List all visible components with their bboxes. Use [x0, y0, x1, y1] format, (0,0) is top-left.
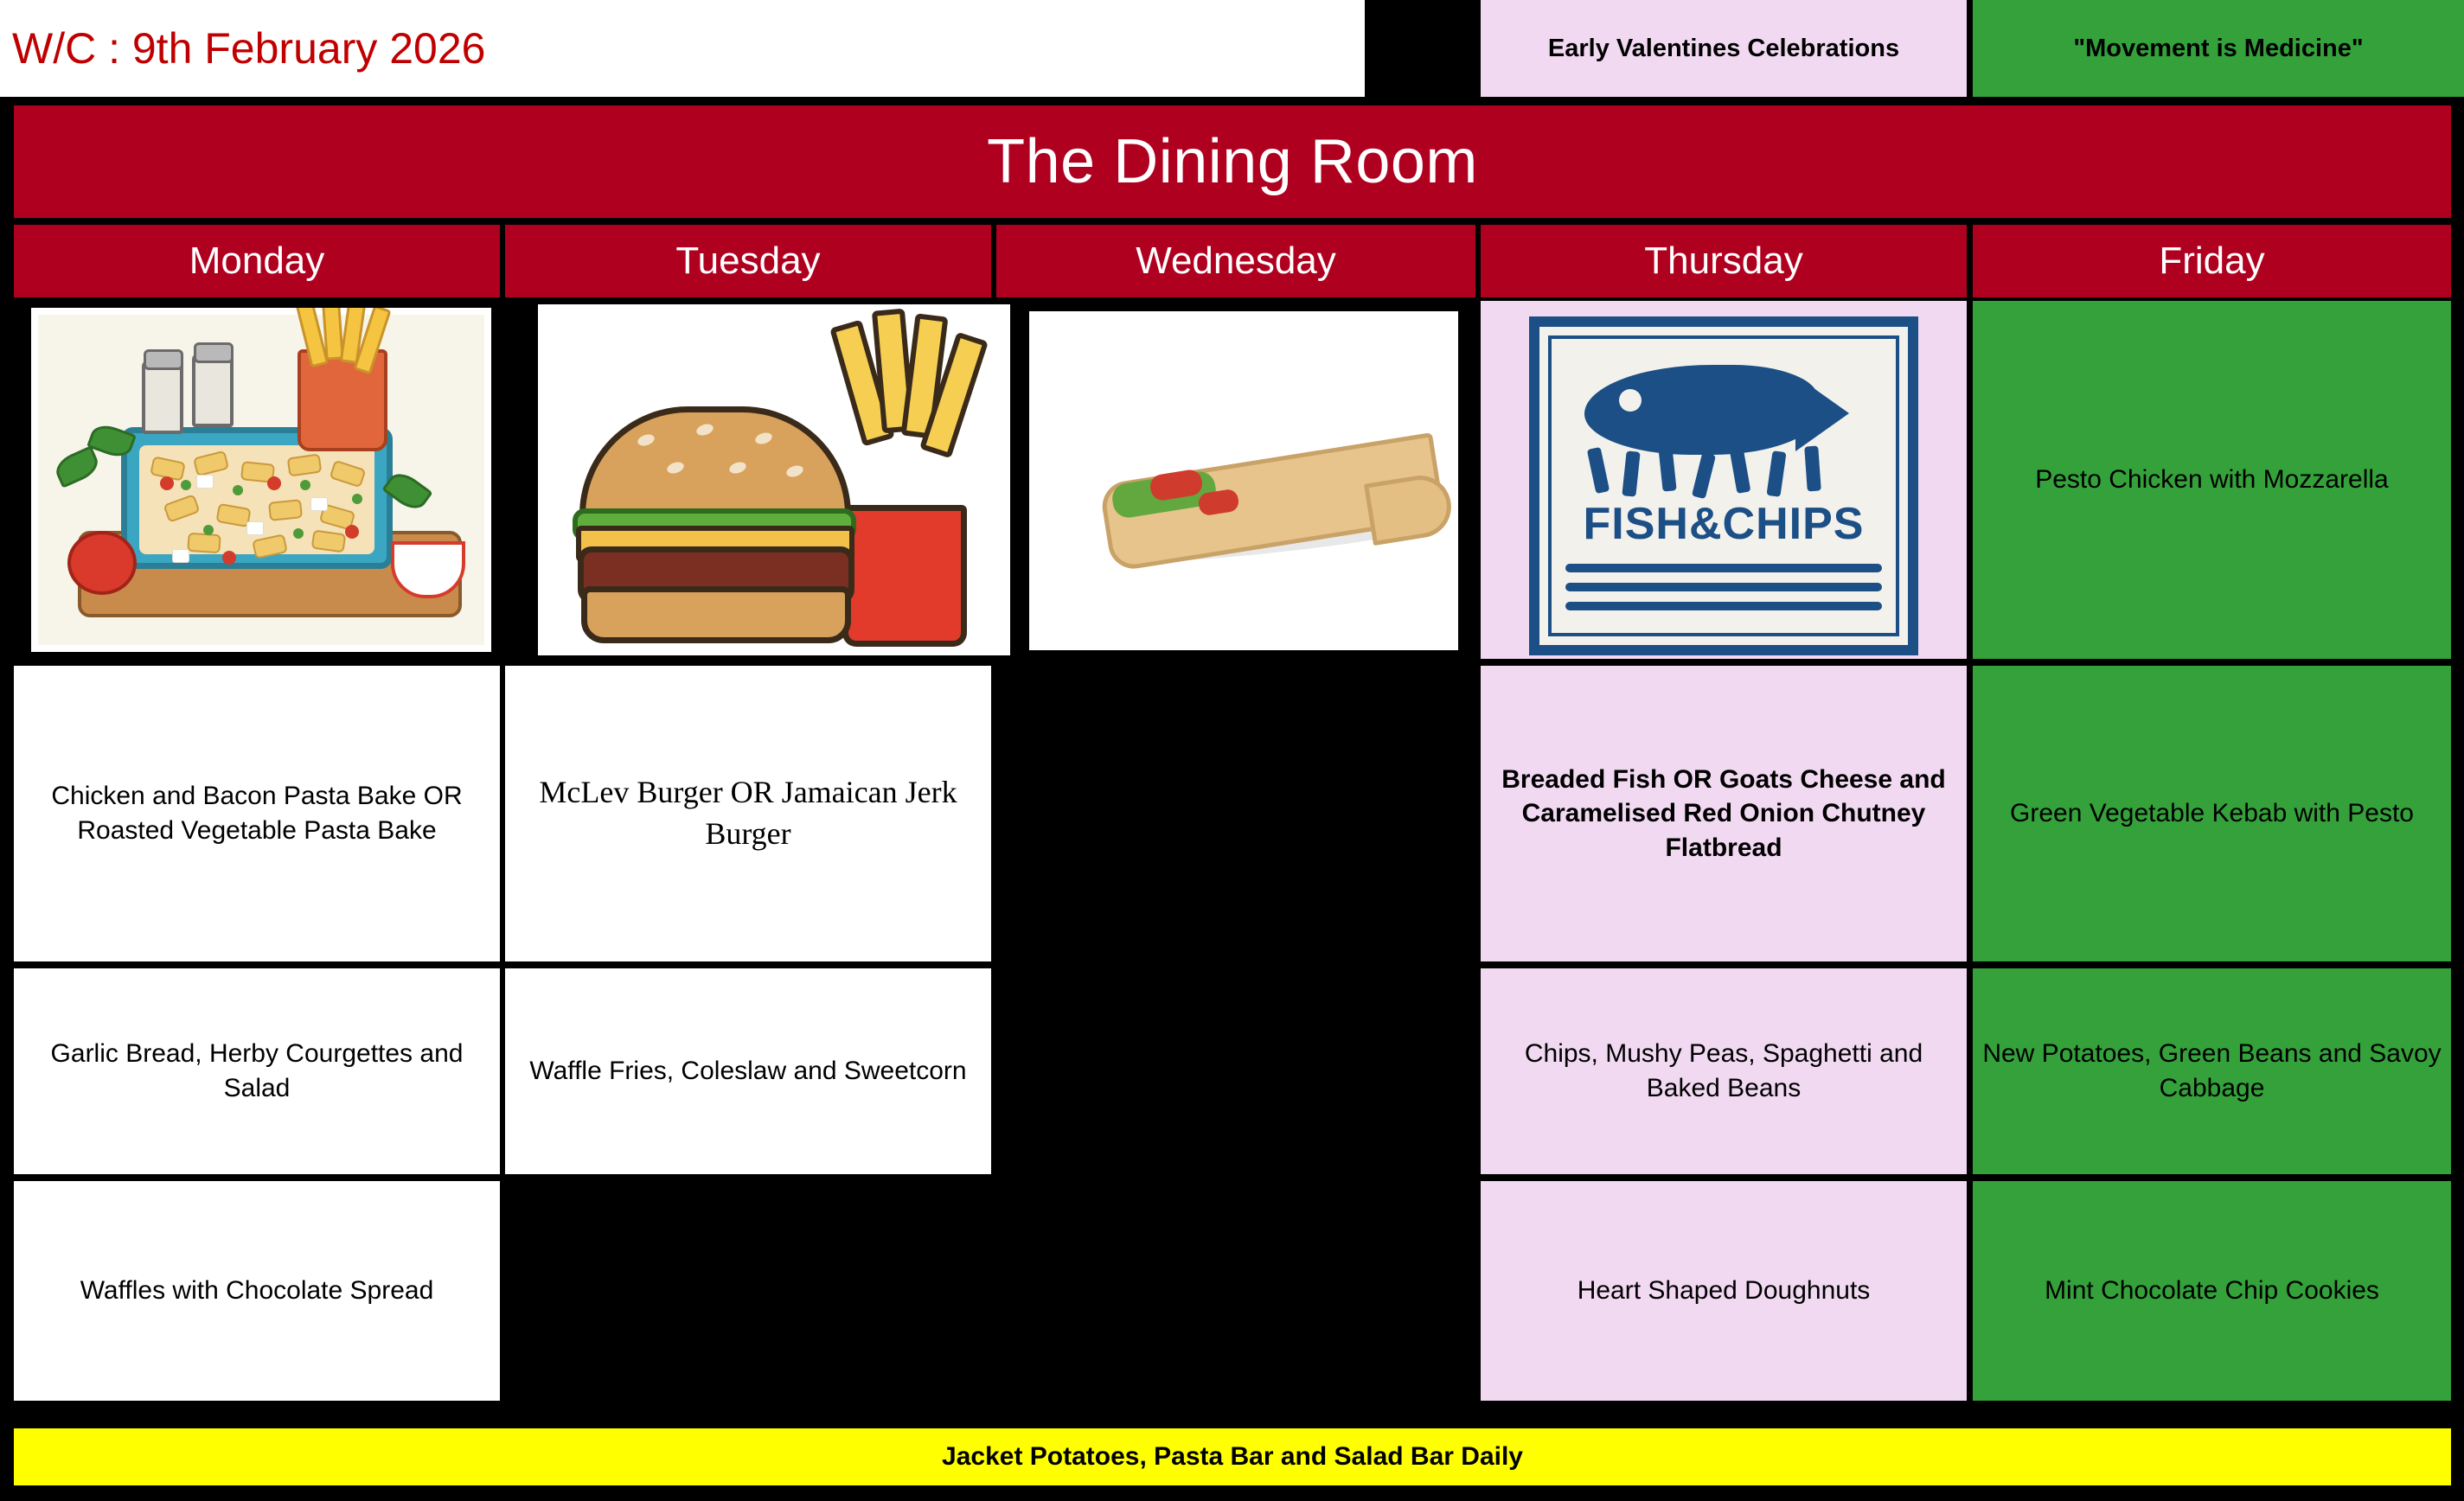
daily-offer-text: Jacket Potatoes, Pasta Bar and Salad Bar Daily: [942, 1442, 1523, 1471]
friday-dessert-text: Mint Chocolate Chip Cookies: [2045, 1276, 2379, 1306]
friday-main-text: Green Vegetable Kebab with Pesto: [2010, 799, 2414, 828]
tuesday-main: [505, 666, 991, 961]
monday-main-text: Chicken and Bacon Pasta Bake OR Roasted Vegetable Pasta Bake: [51, 782, 463, 845]
page-title-text: The Dining Room: [987, 127, 1478, 196]
day-header-friday: [1973, 225, 2451, 297]
friday-main: [1973, 666, 2451, 961]
page-title: [14, 105, 2451, 218]
monday-dish-image: [31, 308, 491, 652]
wrap-illustration: [1029, 311, 1458, 650]
thursday-sides: [1481, 968, 1967, 1174]
pasta-bake-illustration: [38, 315, 484, 645]
tuesday-sides-text: Waffle Fries, Coleslaw and Sweetcorn: [529, 1057, 967, 1086]
thursday-dish-image: [1481, 301, 1967, 659]
wednesday-dish-image: [1029, 311, 1458, 650]
friday-feature-dish: [1973, 301, 2451, 659]
day-header-thursday: [1481, 225, 1967, 297]
day-label: Thursday: [1644, 240, 1803, 282]
friday-sides: [1973, 968, 2451, 1174]
friday-feature-text: Pesto Chicken with Mozzarella: [2035, 465, 2389, 495]
burger-and-fries-illustration: [538, 304, 1010, 650]
tuesday-main-text: McLev Burger OR Jamaican Jerk Burger: [539, 775, 957, 851]
monday-dessert-text: Waffles with Chocolate Spread: [80, 1276, 434, 1306]
note-movement: [1973, 0, 2464, 97]
day-header-wednesday: [996, 225, 1475, 297]
day-label: Monday: [189, 240, 325, 282]
day-header-tuesday: [505, 225, 991, 297]
day-label: Friday: [2159, 240, 2265, 282]
week-commencing-banner: [0, 0, 1365, 97]
note-movement-text: "Movement is Medicine": [2073, 34, 2364, 62]
thursday-main-text: Breaded Fish OR Goats Cheese and Caramelised Red Onion Chutney Flatbread: [1501, 764, 1946, 862]
tuesday-sides: [505, 968, 991, 1174]
thursday-sides-text: Chips, Mushy Peas, Spaghetti and Baked Beans: [1524, 1039, 1923, 1102]
day-header-monday: [14, 225, 500, 297]
note-valentines: [1481, 0, 1967, 97]
daily-offer-strip: [14, 1428, 2451, 1485]
week-commencing-text: W/C : 9th February 2026: [12, 24, 486, 73]
monday-sides: [14, 968, 500, 1174]
day-label: Tuesday: [675, 240, 821, 282]
top-bar: [0, 0, 2464, 102]
note-valentines-text: Early Valentines Celebrations: [1547, 34, 1900, 62]
day-label: Wednesday: [1136, 240, 1336, 282]
tuesday-dish-image: [538, 304, 1010, 655]
monday-dessert: [14, 1181, 500, 1401]
monday-sides-text: Garlic Bread, Herby Courgettes and Salad: [50, 1039, 464, 1102]
thursday-main: [1481, 666, 1967, 961]
friday-sides-text: New Potatoes, Green Beans and Savoy Cabbage: [1982, 1039, 2442, 1102]
fish-and-chips-stamp-illustration: FISH&CHIPS: [1529, 316, 1918, 655]
thursday-dessert-text: Heart Shaped Doughnuts: [1577, 1276, 1871, 1306]
friday-dessert: [1973, 1181, 2451, 1401]
thursday-dessert: [1481, 1181, 1967, 1401]
monday-main: [14, 666, 500, 961]
